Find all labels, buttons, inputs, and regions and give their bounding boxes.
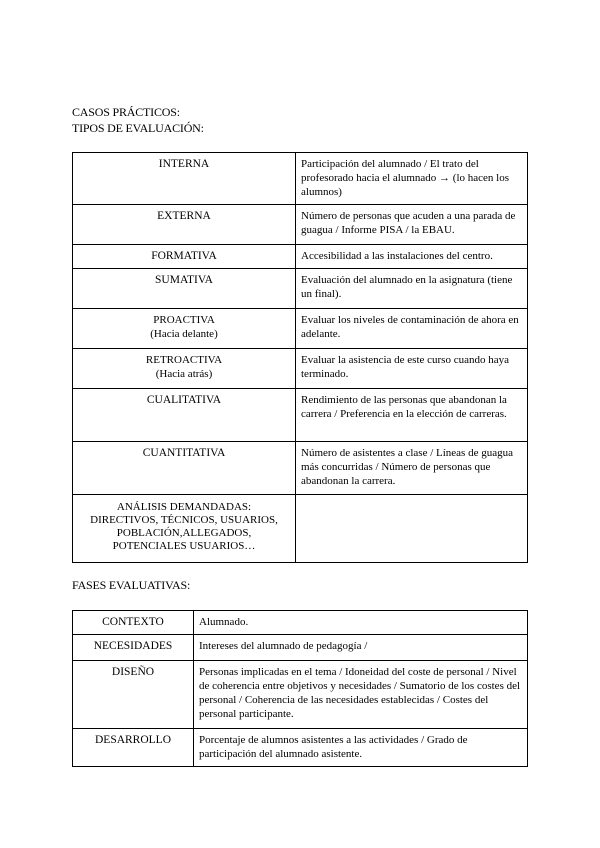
tipo-desc-cell: Participación del alumnado / El trato del profesorado hacia el alumnado → (lo hacen los alumnos) [296, 153, 528, 205]
table-row [73, 389, 528, 442]
table-row [73, 269, 528, 309]
tipo-subtitle: (Hacia delante) [150, 328, 218, 340]
tipo-desc-cell: Accesibilidad a las instalaciones del centro. [296, 245, 528, 269]
tipo-name: PROACTIVA [153, 314, 215, 326]
fase-name-cell: CONTEXTO [73, 611, 194, 635]
tipo-name-cell [73, 442, 296, 495]
tipo-name: INTERNA [158, 158, 210, 170]
tipo-desc-cell: Evaluar la asistencia de este curso cuando haya terminado. [296, 349, 528, 389]
tipo-name-cell [73, 389, 296, 442]
tipo-name: SUMATIVA [155, 274, 213, 286]
tipo-name: FORMATIVA [151, 250, 217, 262]
analisis-desc-cell [296, 495, 528, 563]
fase-name-cell: DESARROLLO [73, 729, 194, 767]
tipo-name-cell [73, 309, 296, 349]
table-row [73, 635, 528, 661]
tipo-name-cell [73, 153, 296, 205]
analisis-line: POTENCIALES USUARIOS… [112, 540, 256, 552]
tipo-name-cell [73, 245, 296, 269]
fase-desc-cell: Intereses del alumnado de pedagogía / [194, 635, 528, 661]
fase-desc-cell: Personas implicadas en el tema / Idoneidad del coste de personal / Nivel de coherencia entre objetivos y necesidades / Sumatorio de los costes del personal / Coherencia de las necesidades establecidas / Costes del personal participante. [194, 661, 528, 729]
tipo-subtitle: (Hacia atrás) [155, 368, 213, 380]
table-row [73, 349, 528, 389]
tipo-name: CUANTITATIVA [142, 447, 226, 459]
table-row [73, 205, 528, 245]
casos-practicos-heading: CASOS PRÁCTICOS: [72, 105, 180, 119]
analisis-line: DIRECTIVOS, TÉCNICOS, USUARIOS, [90, 514, 278, 526]
fases-evaluativas-heading: FASES EVALUATIVAS: [72, 578, 191, 592]
fase-desc-cell: Porcentaje de alumnos asistentes a las actividades / Grado de participación del alumnado asistente. [194, 729, 528, 767]
table-row [73, 661, 528, 729]
table-row [73, 442, 528, 495]
tipo-name-cell [73, 349, 296, 389]
fase-name-cell: NECESIDADES [73, 635, 194, 661]
table-row [73, 495, 528, 563]
tipo-desc-cell: Número de personas que acuden a una parada de guagua / Informe PISA / la EBAU. [296, 205, 528, 245]
tipo-name: EXTERNA [157, 210, 211, 222]
analisis-line: POBLACIÓN,ALLEGADOS, [116, 527, 252, 539]
tipos-evaluacion-table [72, 152, 528, 563]
table-row [73, 153, 528, 205]
table-row [73, 309, 528, 349]
table-row [73, 611, 528, 635]
tipo-name: RETROACTIVA [145, 354, 223, 366]
tipo-name-cell [73, 269, 296, 309]
tipo-desc-cell: Rendimiento de las personas que abandonan la carrera / Preferencia en la elección de carreras. [296, 389, 528, 442]
tipo-name: CUALITATIVA [146, 394, 222, 406]
fase-name-cell: DISEÑO [73, 661, 194, 729]
analisis-demandadas-cell [73, 495, 296, 563]
table-row [73, 245, 528, 269]
analisis-line: ANÁLISIS DEMANDADAS: [116, 501, 252, 513]
fase-desc-cell: Alumnado. [194, 611, 528, 635]
table-row [73, 729, 528, 767]
tipo-desc-cell: Número de asistentes a clase / Líneas de guagua más concurridas / Número de personas que abandonan la carrera. [296, 442, 528, 495]
tipo-desc-cell: Evaluar los niveles de contaminación de ahora en adelante. [296, 309, 528, 349]
tipo-desc-cell: Evaluación del alumnado en la asignatura (tiene un final). [296, 269, 528, 309]
tipo-name-cell [73, 205, 296, 245]
fases-evaluativas-table [72, 610, 528, 767]
tipos-evaluacion-heading: TIPOS DE EVALUACIÓN: [72, 121, 204, 135]
